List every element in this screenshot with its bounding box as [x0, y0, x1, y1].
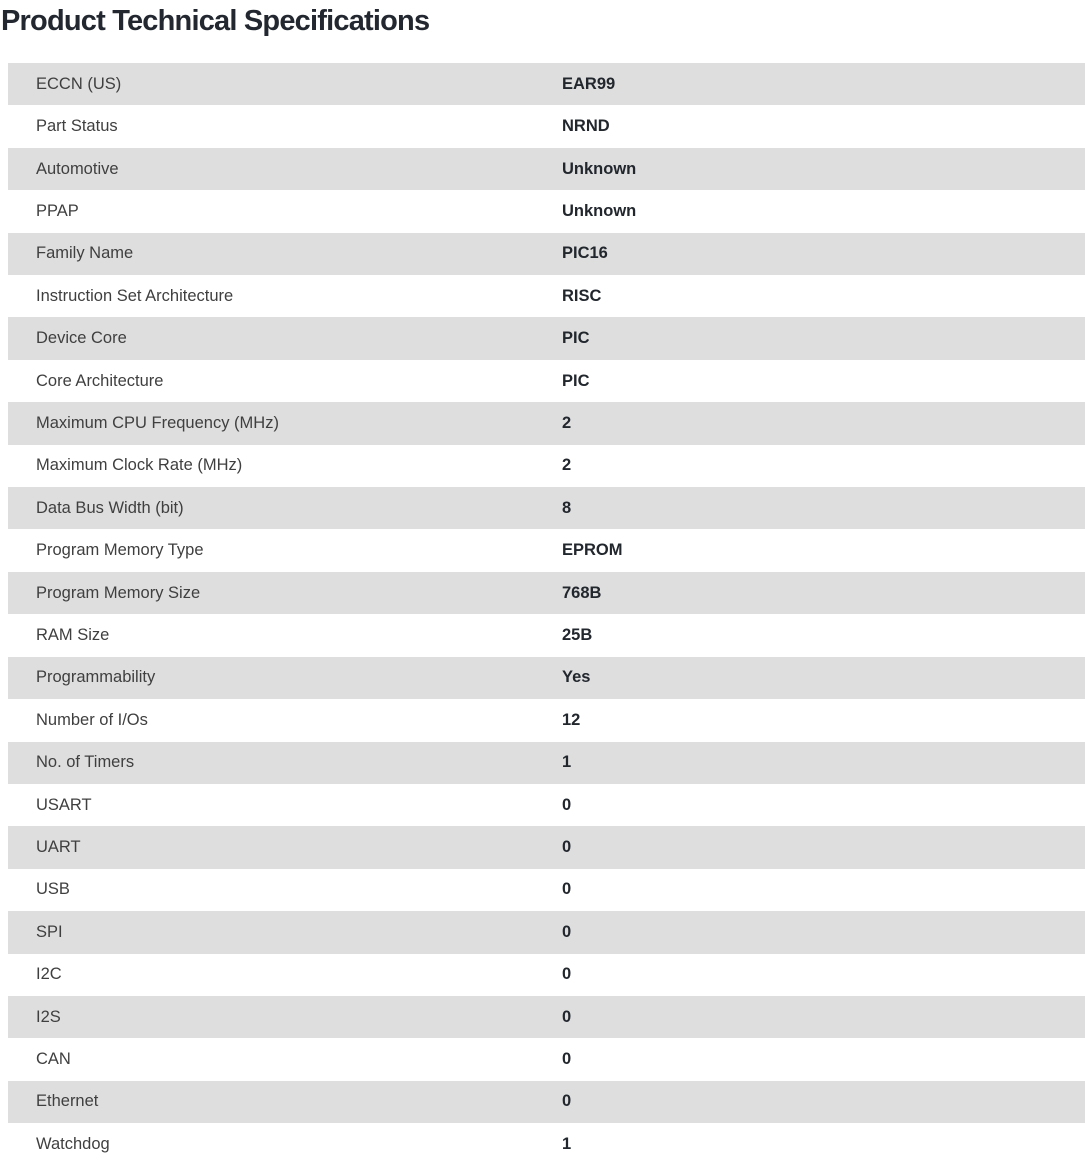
table-row — [8, 699, 1085, 741]
spec-value: Unknown — [562, 201, 637, 220]
spec-value: 0 — [562, 1050, 572, 1069]
spec-label: RAM Size — [36, 625, 110, 644]
page-title: Product Technical Specifications — [1, 5, 430, 37]
spec-label: Programmability — [36, 668, 156, 687]
spec-value: PIC16 — [562, 244, 608, 263]
table-row — [8, 742, 1085, 784]
spec-label: USART — [36, 795, 92, 814]
spec-value: 2 — [562, 456, 572, 475]
table-row — [8, 657, 1085, 699]
table-row — [8, 869, 1085, 911]
spec-label: Data Bus Width (bit) — [36, 498, 184, 517]
spec-table — [0, 63, 1085, 1166]
spec-label: CAN — [36, 1050, 71, 1069]
spec-label: I2C — [36, 965, 62, 984]
table-row — [8, 614, 1085, 656]
spec-value: 768B — [562, 583, 602, 602]
spec-value: 0 — [562, 1007, 572, 1026]
spec-label: Part Status — [36, 117, 118, 136]
spec-label: Program Memory Type — [36, 541, 204, 560]
table-row — [8, 1123, 1085, 1165]
spec-label: Maximum Clock Rate (MHz) — [36, 456, 243, 475]
table-row — [8, 105, 1085, 147]
spec-value: 0 — [562, 965, 572, 984]
spec-label: Ethernet — [36, 1092, 99, 1111]
spec-label: I2S — [36, 1007, 61, 1026]
table-row — [8, 233, 1085, 275]
table-row — [8, 572, 1085, 614]
table-row — [8, 275, 1085, 317]
spec-label: Program Memory Size — [36, 583, 201, 602]
spec-label: Family Name — [36, 244, 134, 263]
table-row — [8, 954, 1085, 996]
spec-value: 0 — [562, 1092, 572, 1111]
table-row — [8, 360, 1085, 402]
spec-label: Automotive — [36, 159, 119, 178]
table-row — [8, 826, 1085, 868]
spec-label: Device Core — [36, 329, 127, 348]
table-row — [8, 487, 1085, 529]
spec-label: SPI — [36, 922, 63, 941]
spec-label: Core Architecture — [36, 371, 164, 390]
spec-label: PPAP — [36, 201, 79, 220]
spec-value: 25B — [562, 625, 593, 644]
table-row — [8, 1038, 1085, 1080]
table-row — [8, 996, 1085, 1038]
spec-value: RISC — [562, 286, 602, 305]
spec-label: Number of I/Os — [36, 710, 148, 729]
spec-value: 1 — [562, 753, 572, 772]
spec-value: NRND — [562, 117, 610, 136]
spec-value: Yes — [562, 668, 591, 687]
spec-label: USB — [36, 880, 70, 899]
table-row — [8, 317, 1085, 359]
spec-value: Unknown — [562, 159, 637, 178]
spec-value: EAR99 — [562, 74, 616, 93]
spec-value: 0 — [562, 922, 572, 941]
spec-value: 12 — [562, 710, 581, 729]
table-row — [8, 529, 1085, 571]
table-row — [8, 190, 1085, 232]
spec-label: UART — [36, 838, 81, 857]
spec-label: No. of Timers — [36, 753, 135, 772]
spec-value: 8 — [562, 498, 572, 517]
spec-value: 1 — [562, 1134, 572, 1153]
table-row — [8, 445, 1085, 487]
spec-label: Instruction Set Architecture — [36, 286, 234, 305]
table-row — [8, 402, 1085, 444]
spec-label: Maximum CPU Frequency (MHz) — [36, 413, 279, 432]
spec-value: 0 — [562, 795, 572, 814]
table-row — [8, 784, 1085, 826]
table-row — [8, 1081, 1085, 1123]
spec-label: ECCN (US) — [36, 74, 122, 93]
table-row — [8, 148, 1085, 190]
spec-value: PIC — [562, 329, 590, 348]
spec-value: 2 — [562, 413, 572, 432]
spec-value: EPROM — [562, 541, 623, 560]
spec-value: 0 — [562, 838, 572, 857]
spec-label: Watchdog — [36, 1134, 110, 1153]
table-row — [8, 63, 1085, 105]
table-row — [8, 911, 1085, 953]
spec-value: 0 — [562, 880, 572, 899]
spec-value: PIC — [562, 371, 590, 390]
